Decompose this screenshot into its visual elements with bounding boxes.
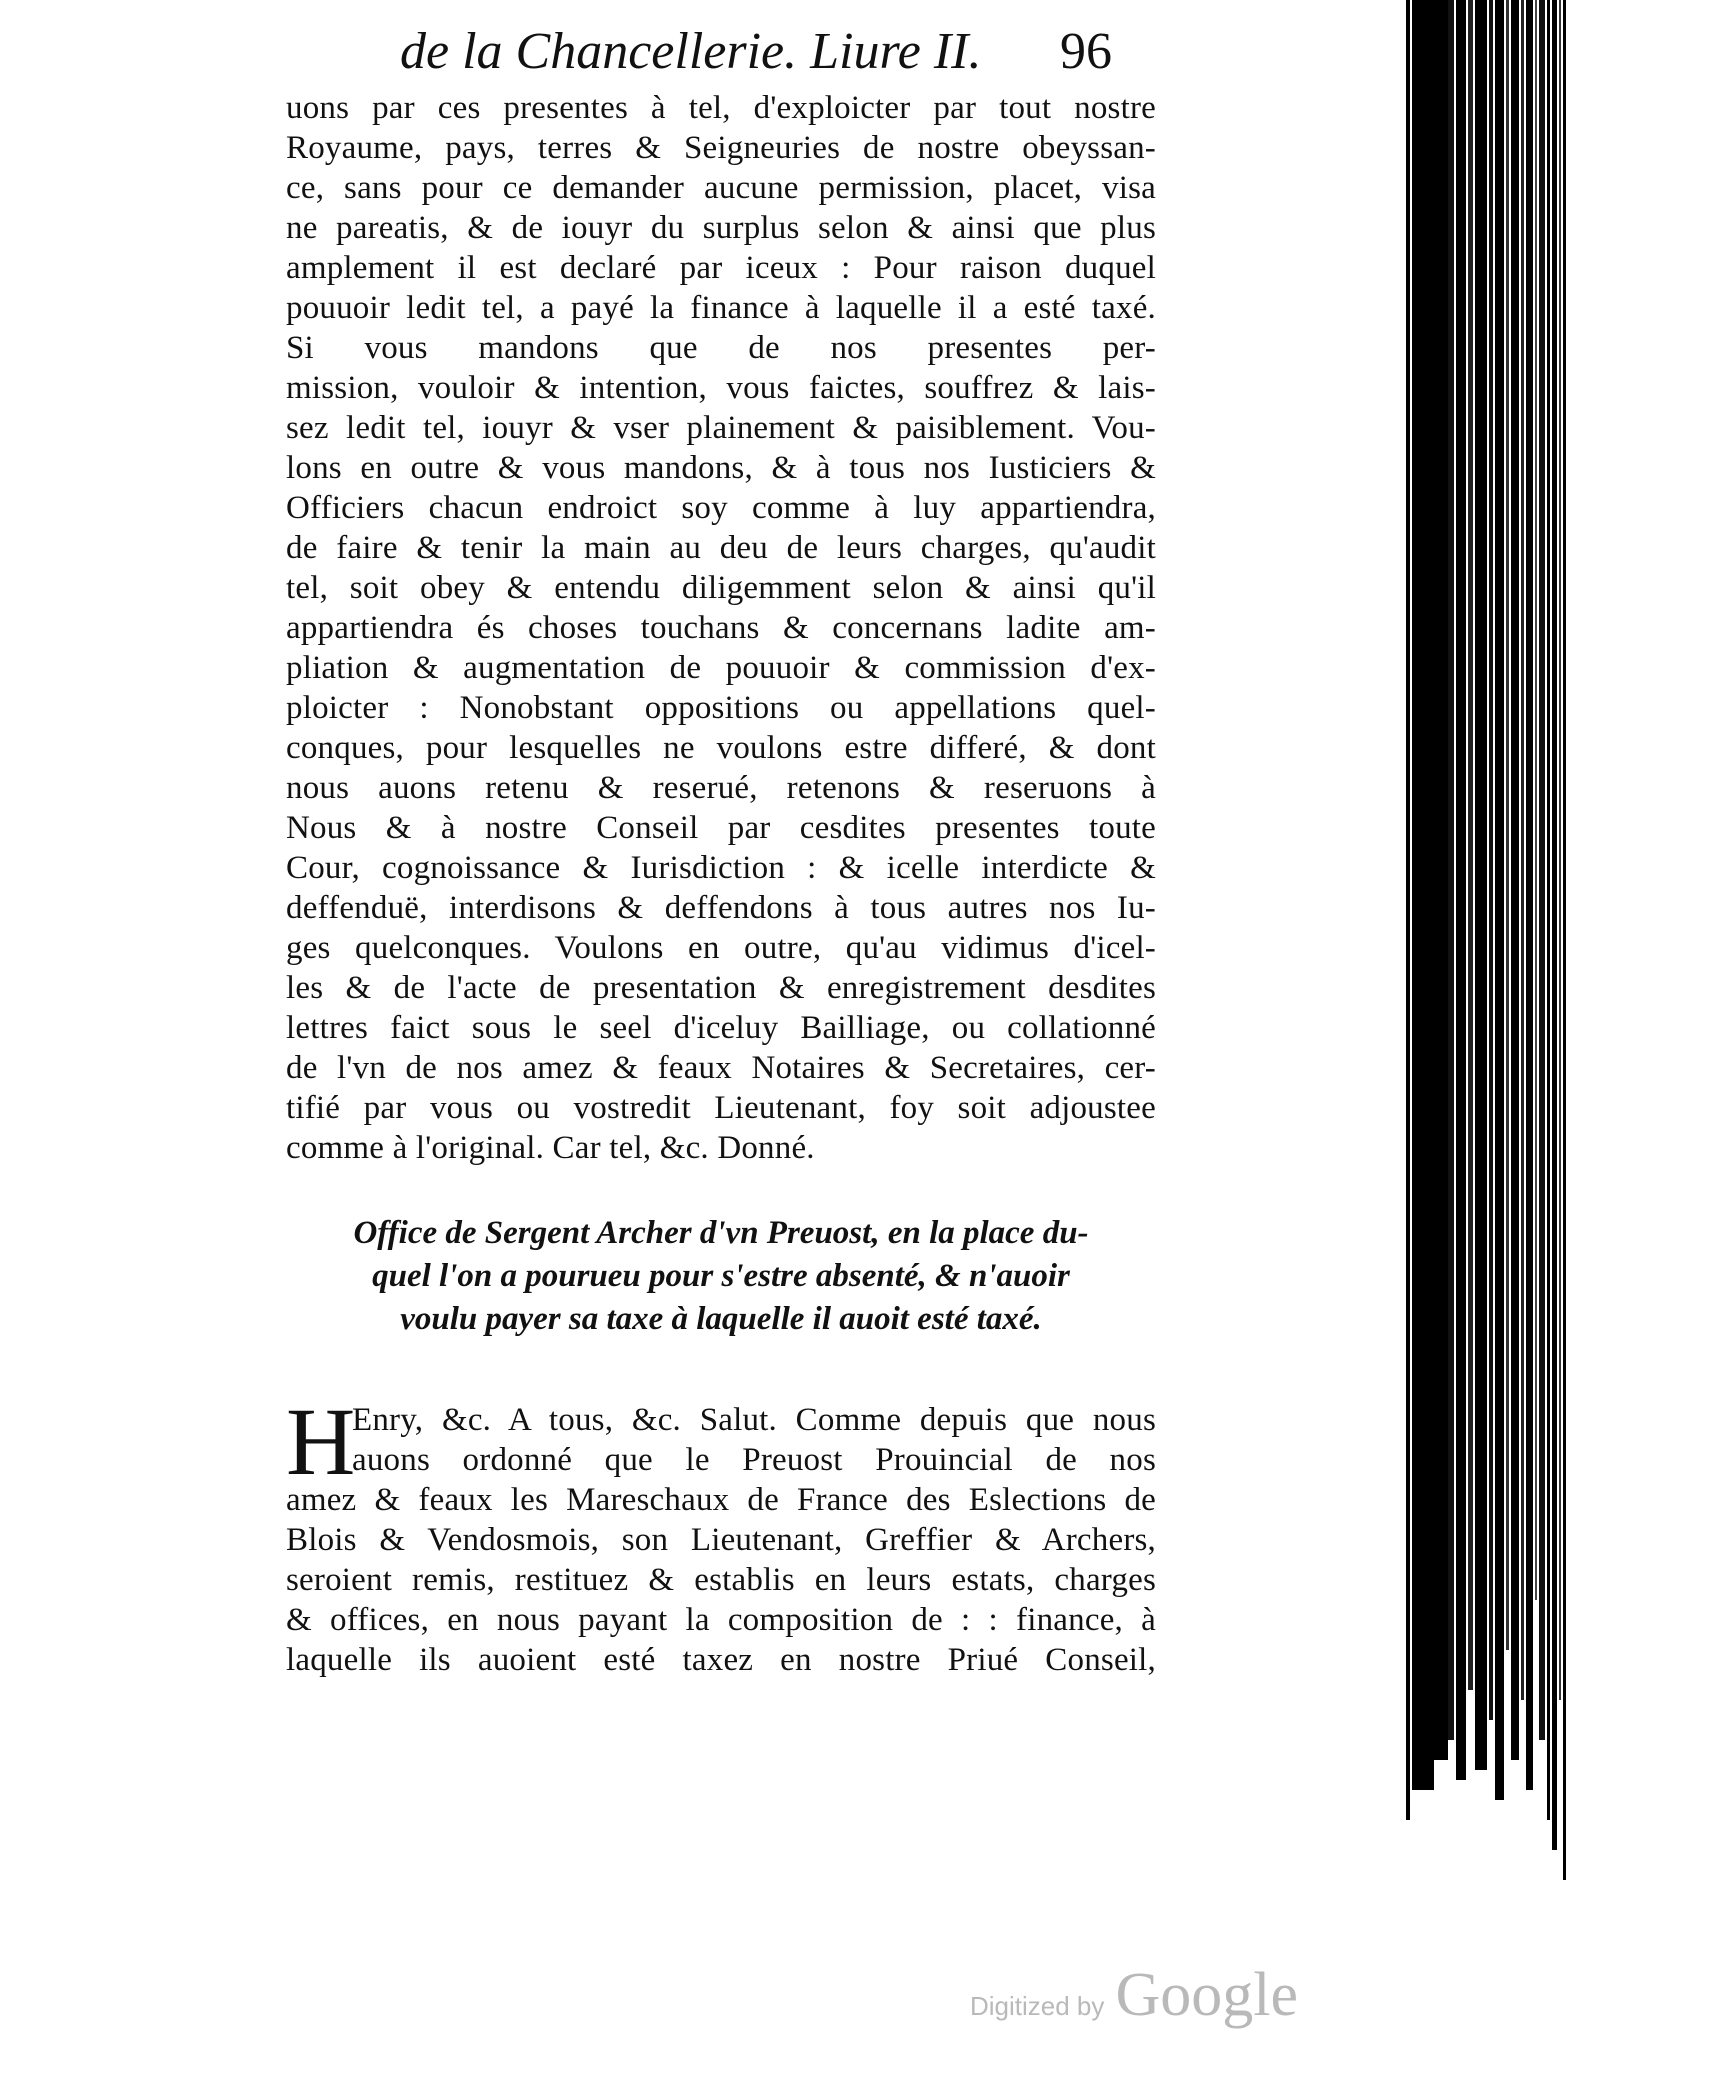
heading-line: Office de Sergent Archer d'vn Preuost, en la place du- xyxy=(353,1215,1089,1251)
section-heading xyxy=(286,1212,1156,1341)
text-line: ploicter : Nonobstant oppositions ou appellations quel- xyxy=(286,690,1156,726)
text-line: auons ordonné que le Preuost Prouincial de nos xyxy=(352,1442,1156,1478)
text-line: Nous & à nostre Conseil par cesdites presentes toute xyxy=(286,810,1156,846)
digitized-watermark xyxy=(970,1960,1298,2031)
text-line: nous auons retenu & reserué, retenons & reseruons à xyxy=(286,770,1156,806)
text-line: Royaume, pays, terres & Seigneuries de nostre obeyssan- xyxy=(286,130,1156,166)
text-line: de faire & tenir la main au deu de leurs charges, qu'audit xyxy=(286,530,1156,566)
text-line: amplement il est declaré par iceux : Pour raison duquel xyxy=(286,250,1156,286)
text-line: les & de l'acte de presentation & enregistrement desdites xyxy=(286,970,1156,1006)
watermark-prefix: Digitized by xyxy=(970,1991,1105,2021)
text-line: seroient remis, restituez & establis en leurs estats, charges xyxy=(286,1562,1156,1598)
text-line: ges quelconques. Voulons en outre, qu'au vidimus d'icel- xyxy=(286,930,1156,966)
running-title: de la Chancellerie. Liure II. xyxy=(400,23,982,80)
text-line: lettres faict sous le seel d'iceluy Bailliage, ou collationné xyxy=(286,1010,1156,1046)
page-edge-shadow xyxy=(1404,0,1604,1900)
text-line: pliation & augmentation de pouuoir & commission d'ex- xyxy=(286,650,1156,686)
text-line: lons en outre & vous mandons, & à tous nos Iusticiers & xyxy=(286,450,1156,486)
text-line: de l'vn de nos amez & feaux Notaires & Secretaires, cer- xyxy=(286,1050,1156,1086)
passage-2 xyxy=(286,1388,1156,1680)
text-line: ce, sans pour ce demander aucune permission, placet, visa xyxy=(286,170,1156,206)
text-line: Si vous mandons que de nos presentes per- xyxy=(286,330,1156,366)
text-line: appartiendra és choses touchans & concernans ladite am- xyxy=(286,610,1156,646)
heading-line: voulu payer sa taxe à laquelle il auoit esté taxé. xyxy=(400,1301,1042,1337)
text-line: uons par ces presentes à tel, d'exploicter par tout nostre xyxy=(286,90,1156,126)
text-line: comme à l'original. Car tel, &c. Donné. xyxy=(286,1130,815,1166)
text-line: amez & feaux les Mareschaux de France des Eslections de xyxy=(286,1482,1156,1518)
page-edge-graphic xyxy=(1404,0,1604,1900)
text-line: deffenduë, interdisons & deffendons à tous autres nos Iu- xyxy=(286,890,1156,926)
text-line: Officiers chacun endroict soy comme à luy appartiendra, xyxy=(286,490,1156,526)
text-line: tel, soit obey & entendu diligemment selon & ainsi qu'il xyxy=(286,570,1156,606)
text-line: Enry, &c. A tous, &c. Salut. Comme depuis que nous xyxy=(352,1402,1156,1438)
page-number: 96 xyxy=(1060,23,1112,80)
text-line: Blois & Vendosmois, son Lieutenant, Greffier & Archers, xyxy=(286,1522,1156,1558)
text-line: conques, pour lesquelles ne voulons estre differé, & dont xyxy=(286,730,1156,766)
heading-line: quel l'on a pourueu pour s'estre absenté, & n'auoir xyxy=(372,1258,1070,1294)
text-line: laquelle ils auoient esté taxez en nostre Priué Conseil, xyxy=(286,1642,1156,1678)
text-line: mission, vouloir & intention, vous faictes, souffrez & lais- xyxy=(286,370,1156,406)
text-line: ne pareatis, & de iouyr du surplus selon & ainsi que plus xyxy=(286,210,1156,246)
text-line: & offices, en nous payant la composition de : : finance, à xyxy=(286,1602,1156,1638)
passage-1 xyxy=(286,88,1156,1168)
text-line: pouuoir ledit tel, a payé la finance à laquelle il a esté taxé. xyxy=(286,290,1156,326)
text-line: sez ledit tel, iouyr & vser plainement & paisiblement. Vou- xyxy=(286,410,1156,446)
watermark-brand: Google xyxy=(1115,1961,1299,2029)
text-line: tifié par vous ou vostredit Lieutenant, foy soit adjoustee xyxy=(286,1090,1156,1126)
drop-cap: H xyxy=(286,1388,356,1495)
text-line: Cour, cognoissance & Iurisdiction : & icelle interdicte & xyxy=(286,850,1156,886)
